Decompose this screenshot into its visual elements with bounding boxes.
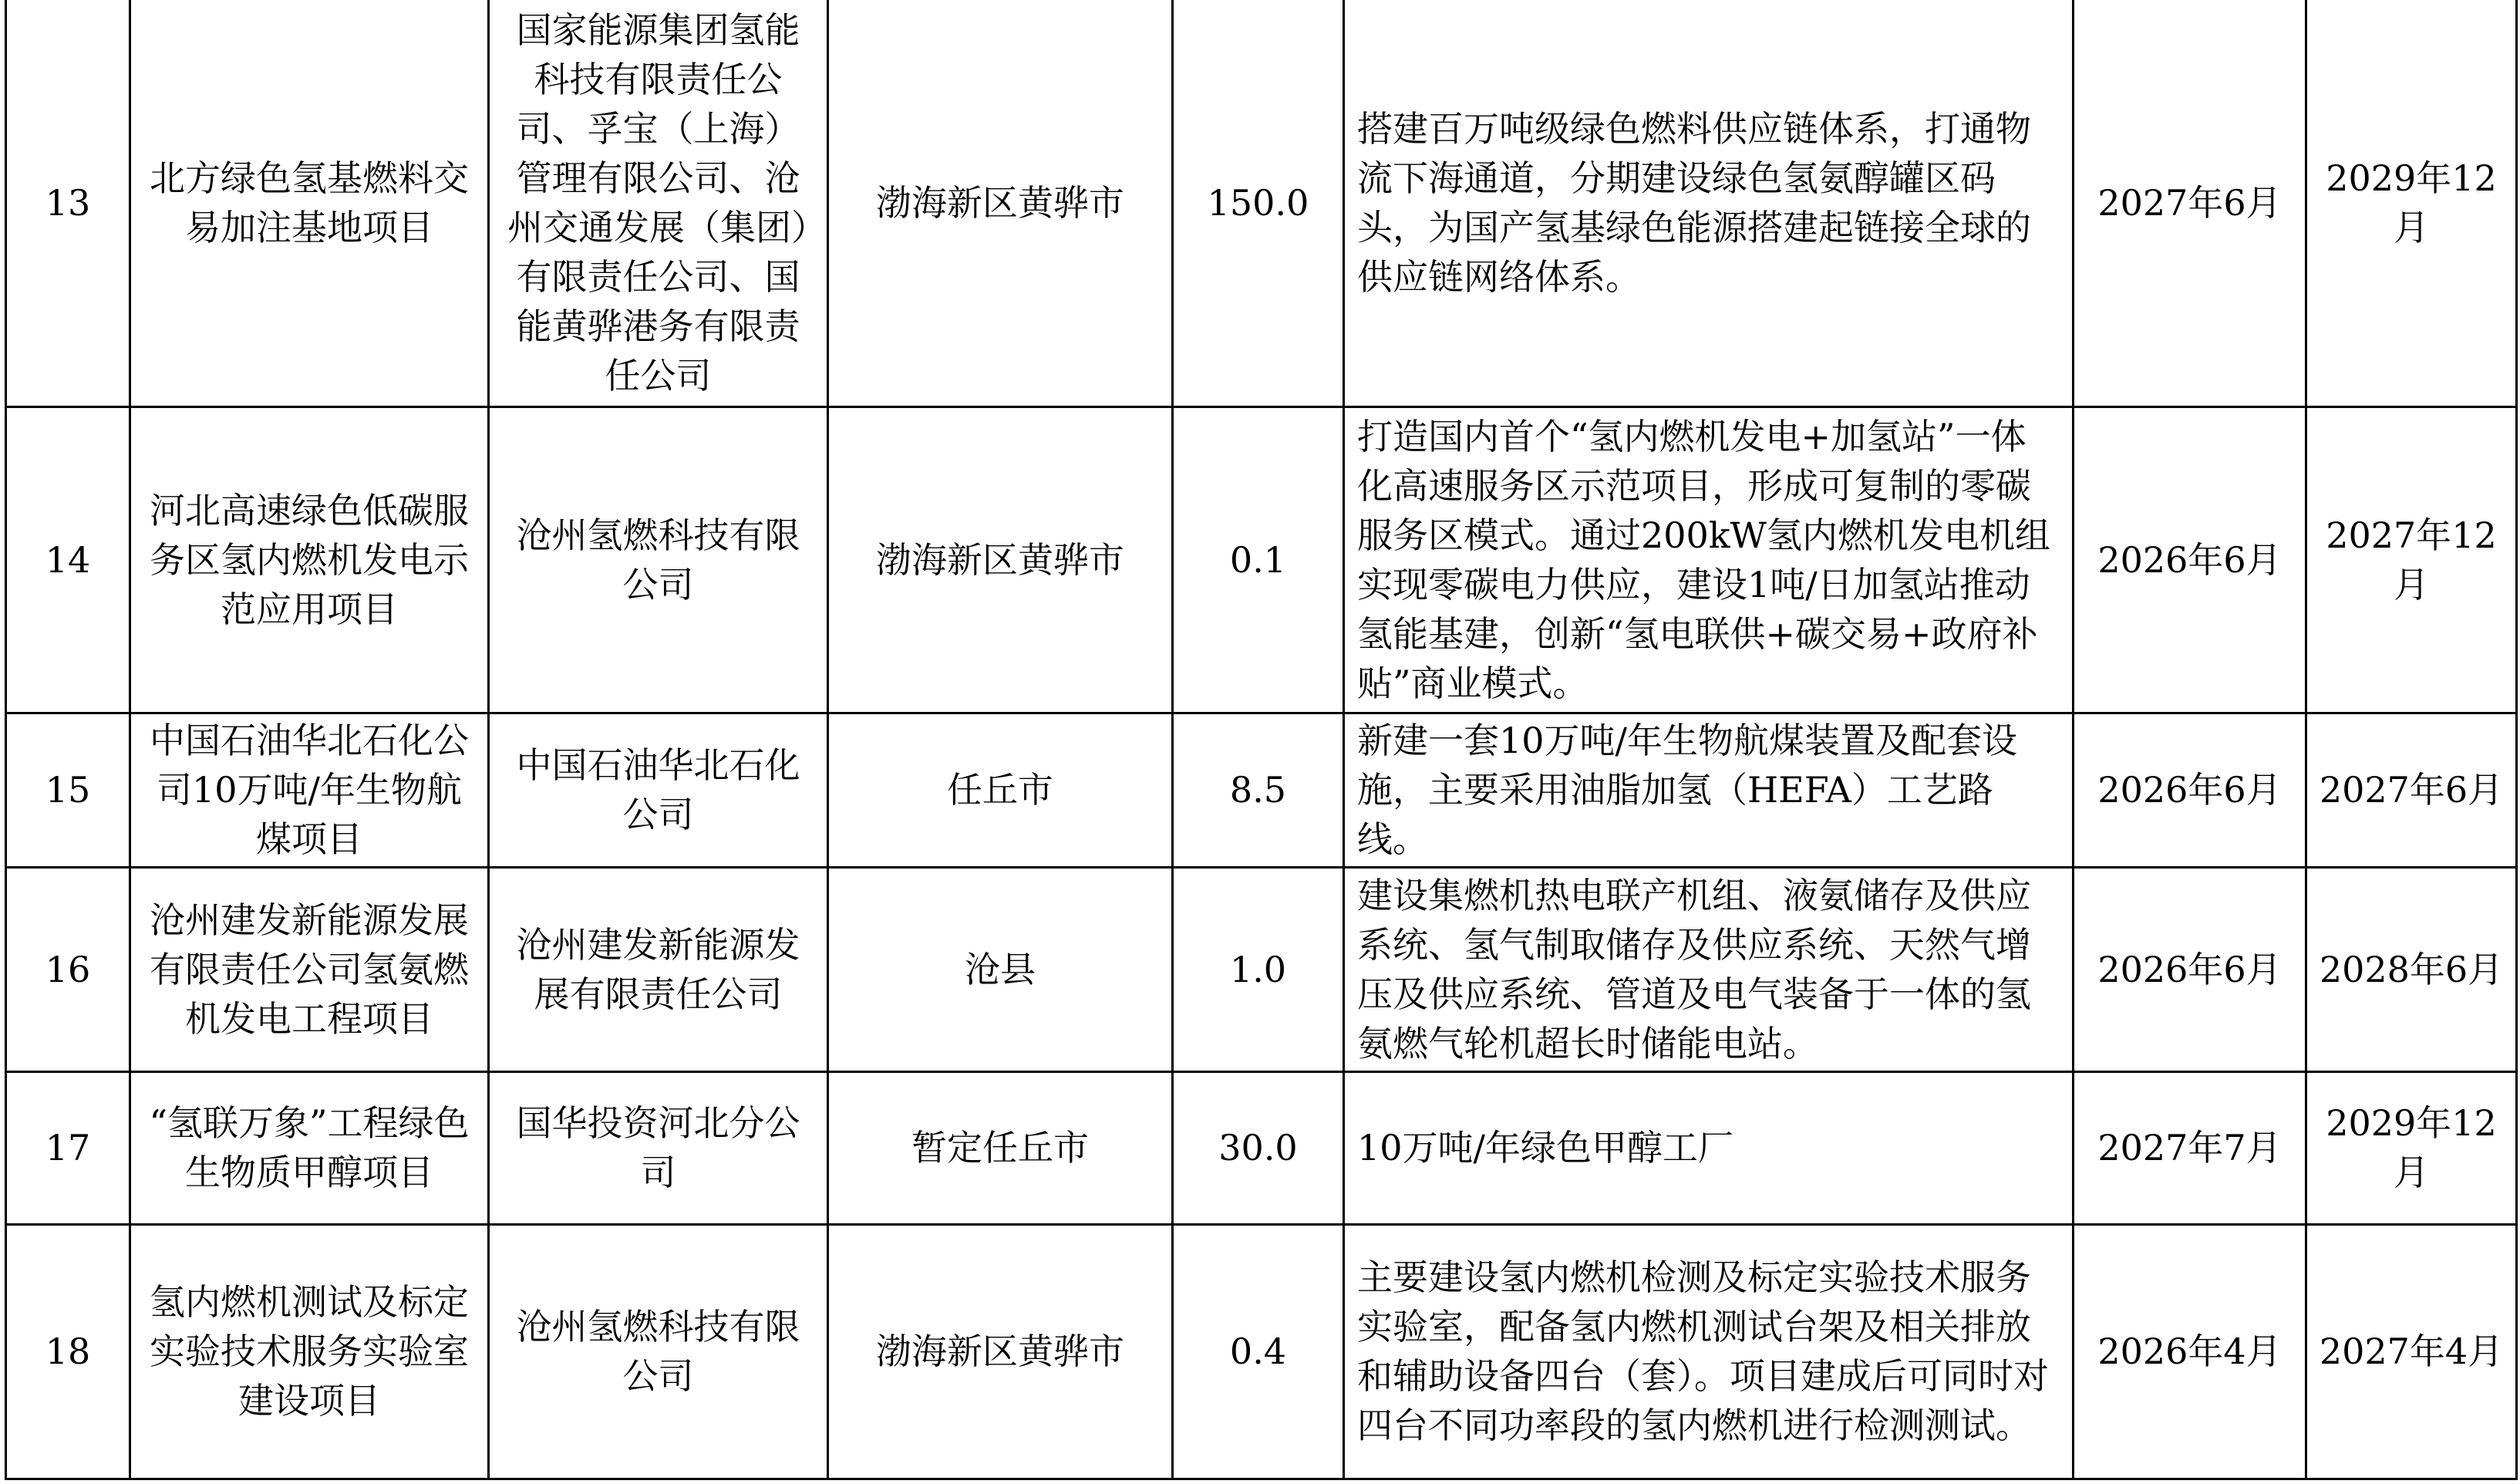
- end-date: 2029年12月: [2306, 0, 2517, 406]
- construction-content: 建设集燃机热电联产机组、液氨储存及供应系统、氢气制取储存及供应系统、天然气增压及供应系统、管道及电气装备于一体的氢氨燃气轮机超长时储能电站。: [1344, 867, 2074, 1071]
- construction-content: 搭建百万吨级绿色燃料供应链体系，打通物流下海通道，分期建设绿色氢氨醇罐区码头，为国产氢基绿色能源搭建起链接全球的供应链网络体系。: [1344, 0, 2074, 406]
- start-date: 2027年7月: [2074, 1071, 2306, 1224]
- project-name: 沧州建发新能源发展有限责任公司氢氨燃机发电工程项目: [130, 867, 489, 1071]
- end-date: 2027年12月: [2306, 406, 2517, 713]
- start-date: 2027年6月: [2074, 0, 2306, 406]
- location: 渤海新区黄骅市: [828, 0, 1173, 406]
- project-name: 北方绿色氢基燃料交易加注基地项目: [130, 0, 489, 406]
- company-name: 沧州氢燃科技有限公司: [489, 1224, 828, 1479]
- table-row: [6, 1071, 2517, 1224]
- location: 暂定任丘市: [828, 1071, 1173, 1224]
- project-name: 河北高速绿色低碳服务区氢内燃机发电示范应用项目: [130, 406, 489, 713]
- project-name: “氢联万象”工程绿色生物质甲醇项目: [130, 1071, 489, 1224]
- construction-content: 主要建设氢内燃机检测及标定实验技术服务实验室，配备氢内燃机测试台架及相关排放和辅助设备四台（套）。项目建成后可同时对四台不同功率段的氢内燃机进行检测测试。: [1344, 1224, 2074, 1479]
- row-number: 14: [6, 406, 130, 713]
- location: 渤海新区黄骅市: [828, 406, 1173, 713]
- row-number: 15: [6, 713, 130, 867]
- end-date: 2029年12月: [2306, 1071, 2517, 1224]
- location: 渤海新区黄骅市: [828, 1224, 1173, 1479]
- row-number: 16: [6, 867, 130, 1071]
- row-number: 13: [6, 0, 130, 406]
- investment: 30.0: [1173, 1071, 1344, 1224]
- start-date: 2026年6月: [2074, 713, 2306, 867]
- company-name: 中国石油华北石化公司: [489, 713, 828, 867]
- row-number: 17: [6, 1071, 130, 1224]
- table-row: [6, 406, 2517, 713]
- start-date: 2026年6月: [2074, 406, 2306, 713]
- table-row: [6, 867, 2517, 1071]
- project-name: 中国石油华北石化公司10万吨/年生物航煤项目: [130, 713, 489, 867]
- company-name: 沧州建发新能源发展有限责任公司: [489, 867, 828, 1071]
- table-row: [6, 713, 2517, 867]
- company-name: 国华投资河北分公司: [489, 1071, 828, 1224]
- construction-content: 打造国内首个“氢内燃机发电+加氢站”一体化高速服务区示范项目，形成可复制的零碳服务区模式。通过200kW氢内燃机发电机组实现零碳电力供应，建设1吨/日加氢站推动氢能基建，创新“氢电联供+碳交易+政府补贴”商业模式。: [1344, 406, 2074, 713]
- investment: 0.4: [1173, 1224, 1344, 1479]
- company-name: 沧州氢燃科技有限公司: [489, 406, 828, 713]
- table-row: [6, 1224, 2517, 1479]
- company-name: 国家能源集团氢能科技有限责任公司、孚宝（上海）管理有限公司、沧州交通发展（集团）有限责任公司、国能黄骅港务有限责任公司: [489, 0, 828, 406]
- investment: 1.0: [1173, 867, 1344, 1071]
- construction-content: 10万吨/年绿色甲醇工厂: [1344, 1071, 2074, 1224]
- end-date: 2027年6月: [2306, 713, 2517, 867]
- end-date: 2028年6月: [2306, 867, 2517, 1071]
- row-number: 18: [6, 1224, 130, 1479]
- investment: 0.1: [1173, 406, 1344, 713]
- investment: 150.0: [1173, 0, 1344, 406]
- start-date: 2026年4月: [2074, 1224, 2306, 1479]
- start-date: 2026年6月: [2074, 867, 2306, 1071]
- end-date: 2027年4月: [2306, 1224, 2517, 1479]
- table-row: [6, 0, 2517, 406]
- project-table: [5, 0, 2518, 1480]
- project-name: 氢内燃机测试及标定实验技术服务实验室建设项目: [130, 1224, 489, 1479]
- construction-content: 新建一套10万吨/年生物航煤装置及配套设施，主要采用油脂加氢（HEFA）工艺路线。: [1344, 713, 2074, 867]
- location: 任丘市: [828, 713, 1173, 867]
- investment: 8.5: [1173, 713, 1344, 867]
- location: 沧县: [828, 867, 1173, 1071]
